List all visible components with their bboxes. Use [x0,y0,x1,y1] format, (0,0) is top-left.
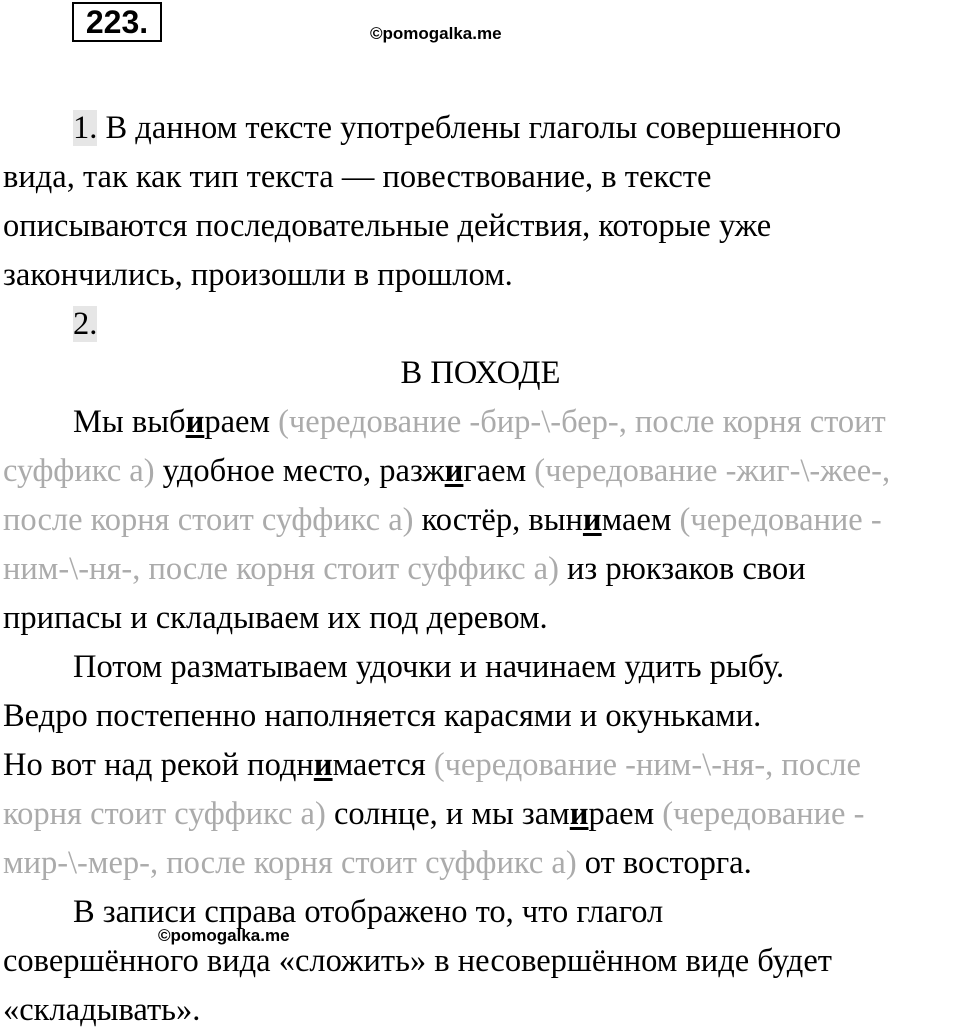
grammar-comment: (чередование - [654,796,865,832]
p1-line-3: описываются последовательные действия, которые уже [3,208,772,244]
grammar-comment: (чередование -ним-\-ня-, после [425,747,861,783]
item-marker-2: 2. [73,306,98,342]
story-line-13: «складывать». [3,992,201,1028]
story-line-7: Ведро постепенно наполняется карасями и окуньками. [3,698,762,734]
grammar-comment: ним-\-ня-, после корня стоит суффикс а) [3,551,559,587]
accented-vowel: и [185,404,205,440]
watermark-bottom: ©pomogalka.me [158,926,290,945]
grammar-comment: суффикс а) [3,453,155,489]
item-marker-1: 1. [73,110,98,146]
task-number: 223. [72,2,162,42]
watermark-top: ©pomogalka.me [370,24,502,43]
accented-vowel: и [313,747,333,783]
p1-line-1: 1. В данном тексте употреблены глаголы совершенного [73,110,842,146]
story-line-12: совершённого вида «сложить» в несовершённом виде будет [3,943,832,979]
grammar-comment: (чередование - [671,502,882,538]
grammar-comment: (чередование -бир-\-бер-, после корня стоит [269,404,886,440]
story-line-9: корня стоит суффикс а) солнце, и мы замираем (чередование - [3,796,865,832]
accented-vowel: и [582,502,602,538]
p1-line-2: вида, так как тип текста — повествование, в тексте [3,159,712,195]
story-line-4: ним-\-ня-, после корня стоит суффикс а) из рюкзаков свои [3,551,806,587]
story-line-10: мир-\-мер-, после корня стоит суффикс а) от восторга. [3,845,752,881]
story-line-11: В записи справа отображено то, что глагол [73,894,664,930]
grammar-comment: (чередование -жиг-\-жее-, [526,453,891,489]
story-line-2: суффикс а) удобное место, разжигаем (чередование -жиг-\-жее-, [3,453,891,489]
story-line-6: Потом разматываем удочки и начинаем удить рыбу. [73,649,785,685]
story-line-1: Мы выбираем (чередование -бир-\-бер-, после корня стоит [73,404,886,440]
story-line-5: припасы и складываем их под деревом. [3,600,548,636]
grammar-comment: после корня стоит суффикс а) [3,502,414,538]
p2-line [3,300,958,349]
p1-line-4: закончились, произошли в прошлом. [3,257,513,293]
accented-vowel: и [569,796,589,832]
grammar-comment: мир-\-мер-, после корня стоит суффикс а) [3,845,577,881]
grammar-comment: корня стоит суффикс а) [3,796,326,832]
story-line-8: Но вот над рекой поднимается (чередование -ним-\-ня-, после [3,747,861,783]
answer-text [3,104,958,1035]
accented-vowel: и [444,453,464,489]
story-title: В ПОХОДЕ [400,355,561,391]
story-line-3: после корня стоит суффикс а) костёр, вынимаем (чередование - [3,502,882,538]
